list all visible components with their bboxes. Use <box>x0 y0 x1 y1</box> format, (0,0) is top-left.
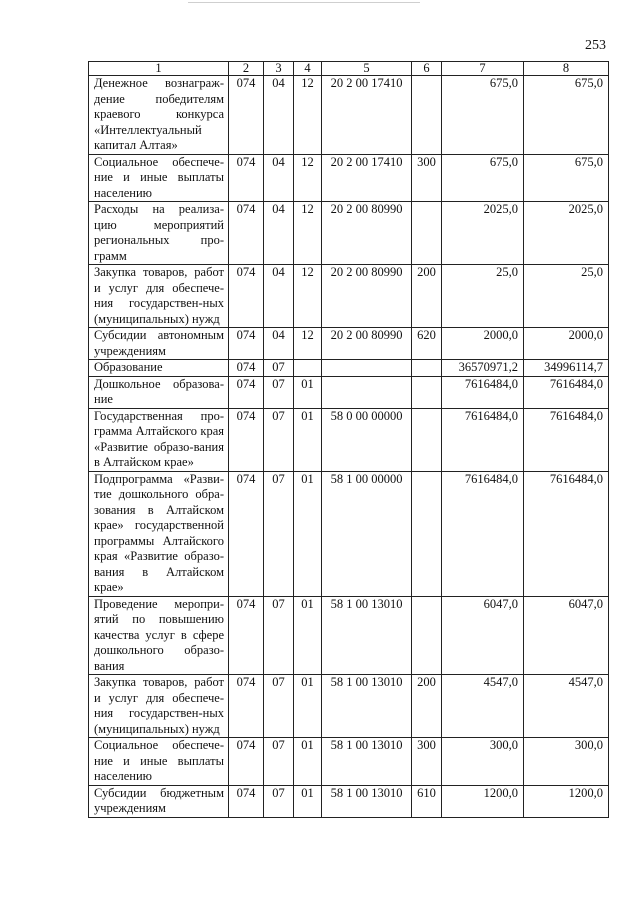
section-code: 04 <box>264 76 294 155</box>
target-article-code: 58 1 00 13010 <box>322 596 412 675</box>
item-name: Субсидии автономным учреждениям <box>89 328 229 360</box>
expense-type-code: 610 <box>412 785 442 817</box>
header-cell-2: 2 <box>229 62 264 76</box>
header-row <box>89 62 609 76</box>
section-code: 07 <box>264 738 294 786</box>
amount-year-1: 25,0 <box>442 265 524 328</box>
expense-type-code <box>412 76 442 155</box>
target-article-code: 58 1 00 00000 <box>322 471 412 596</box>
subsection-code: 01 <box>294 471 322 596</box>
target-article-code: 58 1 00 13010 <box>322 675 412 738</box>
ministry-code: 074 <box>229 154 264 202</box>
subsection-code: 12 <box>294 328 322 360</box>
amount-year-2: 675,0 <box>524 76 609 155</box>
amount-year-2: 7616484,0 <box>524 408 609 471</box>
amount-year-1: 4547,0 <box>442 675 524 738</box>
table-row <box>89 738 609 786</box>
expense-type-code <box>412 376 442 408</box>
expense-type-code: 300 <box>412 738 442 786</box>
section-code: 07 <box>264 408 294 471</box>
item-name: Субсидии бюджетным учреждениям <box>89 785 229 817</box>
item-name: Образование <box>89 360 229 377</box>
ministry-code: 074 <box>229 738 264 786</box>
target-article-code: 20 2 00 17410 <box>322 154 412 202</box>
ministry-code: 074 <box>229 360 264 377</box>
target-article-code: 20 2 00 17410 <box>322 76 412 155</box>
section-code: 04 <box>264 328 294 360</box>
subsection-code: 01 <box>294 408 322 471</box>
budget-table <box>88 61 609 818</box>
amount-year-1: 7616484,0 <box>442 376 524 408</box>
header-cell-6: 6 <box>412 62 442 76</box>
expense-type-code <box>412 408 442 471</box>
section-code: 04 <box>264 265 294 328</box>
item-name: Расходы на реализа-цию мероприятий региональных про-грамм <box>89 202 229 265</box>
ministry-code: 074 <box>229 471 264 596</box>
section-code: 04 <box>264 154 294 202</box>
table-row <box>89 471 609 596</box>
item-name: Закупка товаров, работ и услуг для обеспече-ния государствен-ных (муниципальных) нужд <box>89 265 229 328</box>
section-code: 07 <box>264 376 294 408</box>
amount-year-2: 6047,0 <box>524 596 609 675</box>
amount-year-2: 4547,0 <box>524 675 609 738</box>
item-name: Социальное обеспече-ние и иные выплаты населению <box>89 738 229 786</box>
ministry-code: 074 <box>229 328 264 360</box>
ministry-code: 074 <box>229 408 264 471</box>
section-code: 07 <box>264 785 294 817</box>
amount-year-2: 34996114,7 <box>524 360 609 377</box>
expense-type-code <box>412 360 442 377</box>
target-article-code: 20 2 00 80990 <box>322 202 412 265</box>
top-divider <box>188 2 420 3</box>
target-article-code: 58 0 00 00000 <box>322 408 412 471</box>
section-code: 07 <box>264 360 294 377</box>
item-name: Проведение меропри-ятий по повышению качества услуг в сфере дошкольного образо-вания <box>89 596 229 675</box>
amount-year-1: 300,0 <box>442 738 524 786</box>
table-row <box>89 675 609 738</box>
section-code: 07 <box>264 675 294 738</box>
subsection-code: 12 <box>294 154 322 202</box>
table-row <box>89 596 609 675</box>
section-code: 07 <box>264 596 294 675</box>
section-code: 07 <box>264 471 294 596</box>
target-article-code: 58 1 00 13010 <box>322 738 412 786</box>
subsection-code: 01 <box>294 675 322 738</box>
header-cell-4: 4 <box>294 62 322 76</box>
table-row <box>89 408 609 471</box>
amount-year-1: 675,0 <box>442 76 524 155</box>
table-row <box>89 360 609 377</box>
amount-year-1: 7616484,0 <box>442 408 524 471</box>
page-number: 253 <box>585 38 606 53</box>
subsection-code: 12 <box>294 202 322 265</box>
expense-type-code: 200 <box>412 675 442 738</box>
subsection-code: 12 <box>294 76 322 155</box>
ministry-code: 074 <box>229 76 264 155</box>
item-name: Закупка товаров, работ и услуг для обеспече-ния государствен-ных (муниципальных) нужд <box>89 675 229 738</box>
item-name: Денежное вознаграж-дение победителям краевого конкурса «Интеллектуальный капитал Алтая» <box>89 76 229 155</box>
amount-year-1: 2000,0 <box>442 328 524 360</box>
header-cell-3: 3 <box>264 62 294 76</box>
subsection-code: 12 <box>294 265 322 328</box>
amount-year-2: 300,0 <box>524 738 609 786</box>
header-cell-1: 1 <box>89 62 229 76</box>
item-name: Дошкольное образова-ние <box>89 376 229 408</box>
item-name: Государственная про-грамма Алтайского края «Развитие образо-вания в Алтайском крае» <box>89 408 229 471</box>
table-header <box>89 62 609 76</box>
table-body <box>89 76 609 818</box>
item-name: Подпрограмма «Разви-тие дошкольного обра-зования в Алтайском крае» государственной программы Алтайского края «Развитие образо-вания в Алтайском крае» <box>89 471 229 596</box>
amount-year-2: 675,0 <box>524 154 609 202</box>
subsection-code <box>294 360 322 377</box>
target-article-code: 20 2 00 80990 <box>322 328 412 360</box>
amount-year-1: 6047,0 <box>442 596 524 675</box>
ministry-code: 074 <box>229 265 264 328</box>
section-code: 04 <box>264 202 294 265</box>
amount-year-1: 2025,0 <box>442 202 524 265</box>
ministry-code: 074 <box>229 785 264 817</box>
table-row <box>89 76 609 155</box>
table-row <box>89 785 609 817</box>
table-row <box>89 265 609 328</box>
amount-year-2: 1200,0 <box>524 785 609 817</box>
target-article-code: 20 2 00 80990 <box>322 265 412 328</box>
target-article-code <box>322 360 412 377</box>
subsection-code: 01 <box>294 738 322 786</box>
expense-type-code: 300 <box>412 154 442 202</box>
expense-type-code <box>412 596 442 675</box>
table-row <box>89 376 609 408</box>
expense-type-code: 200 <box>412 265 442 328</box>
header-cell-8: 8 <box>524 62 609 76</box>
amount-year-2: 7616484,0 <box>524 376 609 408</box>
amount-year-1: 36570971,2 <box>442 360 524 377</box>
expense-type-code <box>412 471 442 596</box>
table-row <box>89 328 609 360</box>
table-row <box>89 154 609 202</box>
table-row <box>89 202 609 265</box>
expense-type-code: 620 <box>412 328 442 360</box>
expense-type-code <box>412 202 442 265</box>
item-name: Социальное обеспече-ние и иные выплаты населению <box>89 154 229 202</box>
amount-year-2: 2025,0 <box>524 202 609 265</box>
subsection-code: 01 <box>294 785 322 817</box>
amount-year-1: 7616484,0 <box>442 471 524 596</box>
amount-year-2: 25,0 <box>524 265 609 328</box>
amount-year-1: 675,0 <box>442 154 524 202</box>
amount-year-2: 7616484,0 <box>524 471 609 596</box>
target-article-code <box>322 376 412 408</box>
target-article-code: 58 1 00 13010 <box>322 785 412 817</box>
subsection-code: 01 <box>294 596 322 675</box>
ministry-code: 074 <box>229 596 264 675</box>
ministry-code: 074 <box>229 675 264 738</box>
amount-year-2: 2000,0 <box>524 328 609 360</box>
ministry-code: 074 <box>229 376 264 408</box>
header-cell-5: 5 <box>322 62 412 76</box>
header-cell-7: 7 <box>442 62 524 76</box>
subsection-code: 01 <box>294 376 322 408</box>
amount-year-1: 1200,0 <box>442 785 524 817</box>
ministry-code: 074 <box>229 202 264 265</box>
